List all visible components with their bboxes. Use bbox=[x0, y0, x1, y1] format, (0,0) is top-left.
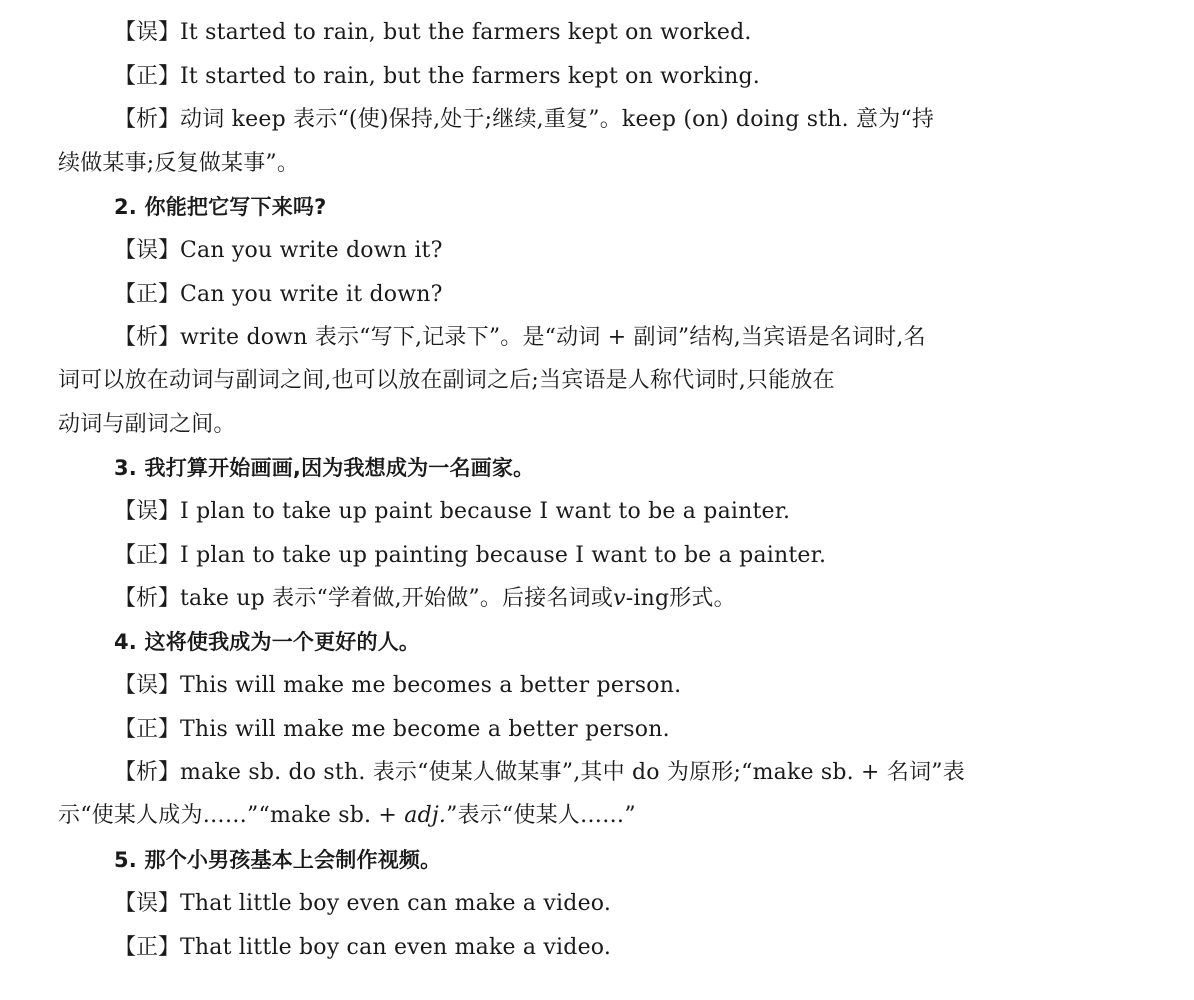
item-3-heading: 3. 我打算开始画画,因为我想成为一名画家。 bbox=[114, 456, 535, 480]
item-3-analysis-v: v bbox=[613, 586, 626, 611]
item-4-right-text: This will make me become a better person. bbox=[180, 717, 670, 742]
item-3-analysis-text-b: -ing形式。 bbox=[625, 586, 736, 611]
item-1-wrong-text: It started to rain, but the farmers kept on worked. bbox=[180, 20, 752, 45]
right-tag: 【正】 bbox=[114, 717, 181, 742]
item-3-wrong bbox=[114, 497, 790, 527]
wrong-tag: 【误】 bbox=[114, 499, 181, 524]
item-2-right bbox=[114, 280, 443, 310]
item-5-heading: 5. 那个小男孩基本上会制作视频。 bbox=[114, 848, 442, 872]
item-2-analysis-cont-2 bbox=[58, 410, 236, 440]
item-3-right-text: I plan to take up painting because I want to be a painter. bbox=[180, 543, 827, 568]
item-1-analysis-text-1: 动词 keep 表示“(使)保持,处于;继续,重复”。keep (on) doing sth. 意为“持 bbox=[180, 107, 935, 132]
item-1-right bbox=[114, 62, 760, 92]
cut-off-previous-line bbox=[150, 0, 530, 2]
item-3-analysis bbox=[114, 584, 736, 614]
item-4-analysis-text-1: make sb. do sth. 表示“使某人做某事”,其中 do 为原形;“make sb. + 名词”表 bbox=[180, 760, 965, 785]
item-5-wrong-text: That little boy even can make a video. bbox=[180, 891, 612, 916]
right-tag: 【正】 bbox=[114, 543, 181, 568]
item-5-right bbox=[114, 933, 611, 963]
right-tag: 【正】 bbox=[114, 935, 181, 960]
item-2-analysis-text-1: write down 表示“写下,记录下”。是“动词 + 副词”结构,当宾语是名词时,名 bbox=[180, 325, 926, 350]
item-2-wrong-text: Can you write down it? bbox=[180, 238, 443, 263]
item-2-right-text: Can you write it down? bbox=[180, 282, 443, 307]
item-4-right bbox=[114, 715, 670, 745]
item-2-analysis-text-3: 动词与副词之间。 bbox=[58, 412, 236, 437]
item-2-heading: 2. 你能把它写下来吗? bbox=[114, 195, 327, 219]
wrong-tag: 【误】 bbox=[114, 673, 181, 698]
item-4-wrong bbox=[114, 671, 681, 701]
item-4-wrong-text: This will make me becomes a better person. bbox=[180, 673, 682, 698]
item-2-analysis-cont-1 bbox=[58, 366, 835, 396]
item-3-analysis-text-a: take up 表示“学着做,开始做”。后接名词或 bbox=[180, 586, 614, 611]
item-1-analysis bbox=[114, 105, 934, 135]
item-2-wrong bbox=[114, 236, 443, 266]
item-4-analysis-adj: adj. bbox=[404, 803, 447, 828]
item-4-heading: 4. 这将使我成为一个更好的人。 bbox=[114, 630, 421, 654]
right-tag: 【正】 bbox=[114, 282, 181, 307]
item-4-analysis bbox=[114, 758, 965, 788]
item-4-analysis-text-2a: 示“使某人成为……”“make sb. + bbox=[58, 803, 405, 828]
item-4-analysis-text-2b: ”表示“使某人……” bbox=[446, 803, 636, 828]
item-1-wrong bbox=[114, 18, 752, 48]
wrong-tag: 【误】 bbox=[114, 20, 181, 45]
analysis-tag: 【析】 bbox=[114, 586, 181, 611]
analysis-tag: 【析】 bbox=[114, 107, 181, 132]
right-tag: 【正】 bbox=[114, 64, 181, 89]
item-1-analysis-text-2: 续做某事;反复做某事”。 bbox=[58, 151, 300, 176]
item-1-analysis-cont bbox=[58, 149, 299, 179]
wrong-tag: 【误】 bbox=[114, 238, 181, 263]
item-3-wrong-text: I plan to take up paint because I want to be a painter. bbox=[180, 499, 791, 524]
item-2-analysis-text-2: 词可以放在动词与副词之间,也可以放在副词之后;当宾语是人称代词时,只能放在 bbox=[58, 368, 835, 393]
item-1-right-text: It started to rain, but the farmers kept on working. bbox=[180, 64, 760, 89]
item-4-analysis-cont bbox=[58, 801, 636, 831]
analysis-tag: 【析】 bbox=[114, 325, 181, 350]
item-5-wrong bbox=[114, 889, 611, 919]
item-3-right bbox=[114, 541, 826, 571]
item-5-right-text: That little boy can even make a video. bbox=[180, 935, 612, 960]
item-2-analysis bbox=[114, 323, 926, 353]
wrong-tag: 【误】 bbox=[114, 891, 181, 916]
analysis-tag: 【析】 bbox=[114, 760, 181, 785]
